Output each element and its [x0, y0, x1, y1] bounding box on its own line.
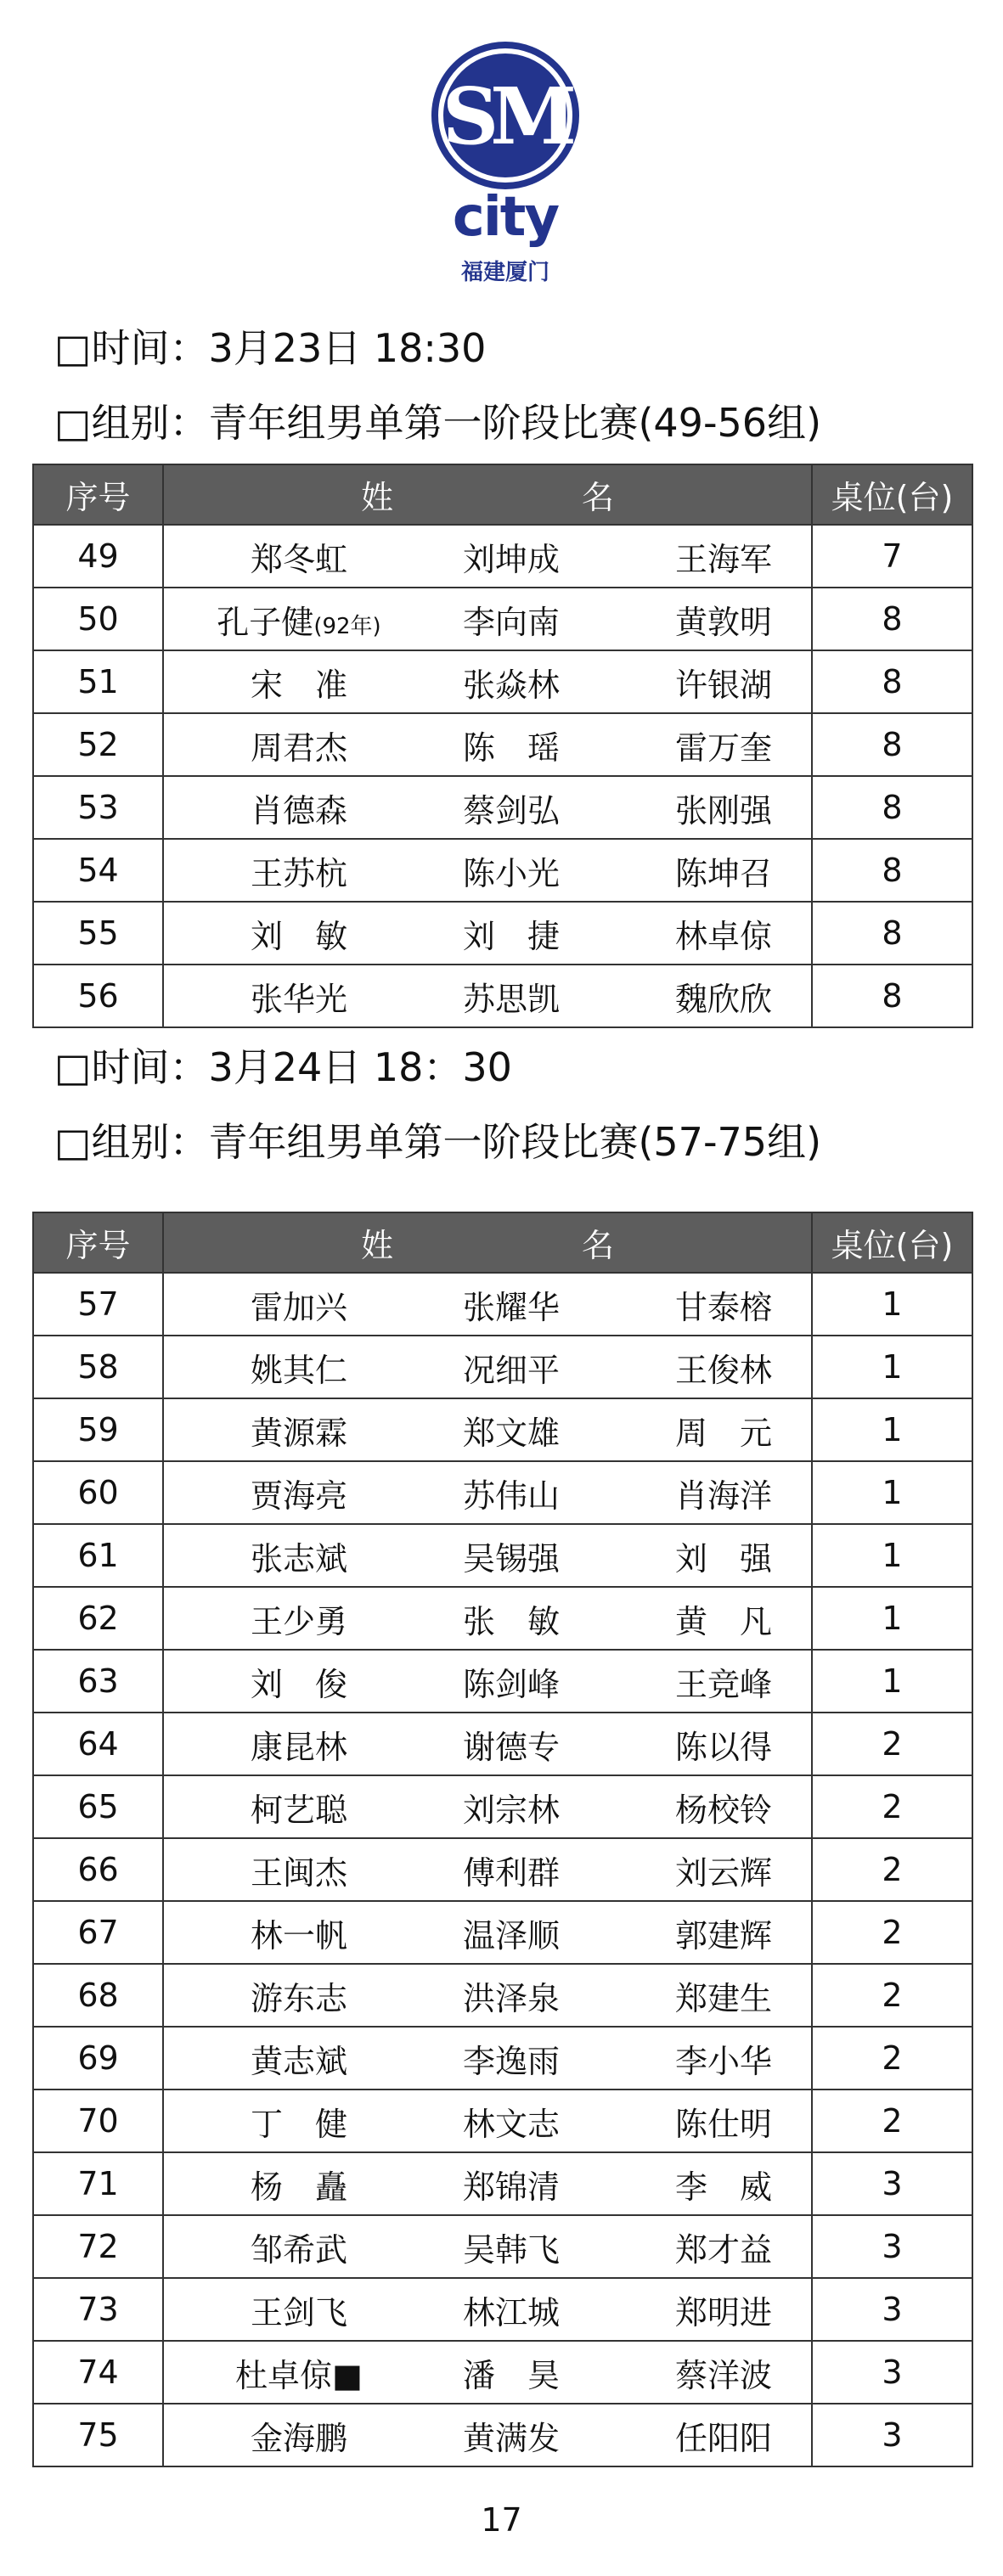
- player-name: 郭建辉: [674, 1916, 772, 1954]
- player-names: [163, 1461, 812, 1524]
- player-names: [163, 650, 812, 713]
- table-header-row: [33, 1212, 972, 1273]
- table-row: [33, 713, 972, 776]
- player-names: [163, 1587, 812, 1650]
- player-name: 陈以得: [674, 1728, 772, 1766]
- row-number: 63: [33, 1650, 163, 1713]
- player-name: 任阳阳: [674, 2419, 772, 2457]
- row-number: 57: [33, 1273, 163, 1336]
- row-number: 68: [33, 1964, 163, 2027]
- player-name: 姚其仁: [250, 1351, 347, 1389]
- table-number: 8: [812, 839, 972, 902]
- row-number: 52: [33, 713, 163, 776]
- player-name: 刘坤成: [462, 540, 560, 578]
- birth-year-note: (92年): [313, 613, 381, 639]
- group-heading-1: □组别：青年组男单第一阶段比赛(49-56组): [54, 400, 822, 446]
- player-name: 郑明进: [674, 2293, 772, 2331]
- player-name: 王剑飞: [250, 2293, 347, 2331]
- player-name: 甘泰榕: [674, 1288, 772, 1326]
- row-number: 49: [33, 525, 163, 588]
- player-names: [163, 2089, 812, 2152]
- player-name: 张焱林: [462, 666, 560, 704]
- table-row: [33, 965, 972, 1027]
- player-name: 王海军: [674, 540, 772, 578]
- row-number: 61: [33, 1524, 163, 1587]
- player-name: 刘 敏: [250, 917, 347, 955]
- player-names: [163, 588, 812, 650]
- table-number: 1: [812, 1273, 972, 1336]
- table-row: [33, 1650, 972, 1713]
- table-number: 8: [812, 588, 972, 650]
- table-row: [33, 650, 972, 713]
- player-name: 肖海洋: [674, 1476, 772, 1515]
- row-number: 56: [33, 965, 163, 1027]
- player-name: 吴韩飞: [462, 2230, 560, 2269]
- time-heading-2: □时间：3月24日 18：30: [54, 1044, 512, 1090]
- table-row: [33, 2341, 972, 2404]
- player-name: 刘 捷: [462, 917, 560, 955]
- sm-city-logo: [429, 39, 582, 302]
- player-name: 林文志: [462, 2105, 560, 2143]
- player-name: 王少勇: [250, 1602, 347, 1640]
- table-number: 3: [812, 2404, 972, 2466]
- row-number: 51: [33, 650, 163, 713]
- player-name: 潘 昊: [462, 2356, 560, 2394]
- player-name: 张华光: [250, 980, 347, 1018]
- table-row: [33, 2404, 972, 2466]
- player-names: [163, 713, 812, 776]
- player-name: 雷万奎: [674, 728, 772, 767]
- row-number: 59: [33, 1398, 163, 1461]
- player-name: 康昆林: [250, 1728, 347, 1766]
- player-name: 李向南: [462, 603, 560, 641]
- table-row: [33, 2278, 972, 2341]
- table-row: [33, 1775, 972, 1838]
- player-name: 孔子健(92年): [217, 603, 381, 641]
- page-number: 17: [481, 2501, 522, 2539]
- player-name: 张耀华: [462, 1288, 560, 1326]
- table-row: [33, 1587, 972, 1650]
- header-name-2: 名: [581, 479, 614, 516]
- player-name: 陈坤召: [674, 854, 772, 892]
- table-number: 2: [812, 2089, 972, 2152]
- player-names: [163, 1273, 812, 1336]
- table-number: 1: [812, 1587, 972, 1650]
- table-row: [33, 1273, 972, 1336]
- player-names: [163, 839, 812, 902]
- row-number: 62: [33, 1587, 163, 1650]
- player-name: 郑锦清: [462, 2168, 560, 2206]
- row-number: 53: [33, 776, 163, 839]
- player-names: [163, 2341, 812, 2404]
- player-name: 郑才益: [674, 2230, 772, 2269]
- player-name: 苏思凯: [462, 980, 560, 1018]
- row-number: 55: [33, 902, 163, 965]
- table-number: 8: [812, 902, 972, 965]
- player-names: [163, 776, 812, 839]
- player-name: 郑文雄: [462, 1414, 560, 1452]
- table-row: [33, 1964, 972, 2027]
- row-number: 50: [33, 588, 163, 650]
- player-name: 柯艺聪: [250, 1791, 347, 1829]
- table-number: 1: [812, 1398, 972, 1461]
- row-number: 58: [33, 1336, 163, 1398]
- player-names: [163, 1524, 812, 1587]
- table-row: [33, 1838, 972, 1901]
- table-header-row: [33, 464, 972, 525]
- player-names: [163, 1901, 812, 1964]
- player-name: 魏欣欣: [674, 980, 772, 1018]
- player-name: 林卓倞: [674, 917, 772, 955]
- time-heading-1: □时间：3月23日 18:30: [54, 325, 487, 371]
- row-number: 65: [33, 1775, 163, 1838]
- player-names: [163, 2215, 812, 2278]
- table-row: [33, 1398, 972, 1461]
- table-row: [33, 1901, 972, 1964]
- player-name: 周 元: [674, 1414, 772, 1452]
- player-name: 林一帆: [250, 1916, 347, 1954]
- schedule-table-1: [32, 464, 973, 1028]
- table-row: [33, 2152, 972, 2215]
- player-name: 林江城: [462, 2293, 560, 2331]
- player-name: 刘 俊: [250, 1665, 347, 1703]
- row-number: 66: [33, 1838, 163, 1901]
- header-no: 序号: [33, 1212, 163, 1273]
- header-name-1: 姓: [360, 1227, 393, 1264]
- table-row: [33, 2027, 972, 2089]
- logo-text: city: [452, 186, 559, 249]
- table-row: [33, 902, 972, 965]
- player-names: [163, 965, 812, 1027]
- player-names: [163, 1398, 812, 1461]
- player-names: [163, 1650, 812, 1713]
- row-number: 74: [33, 2341, 163, 2404]
- player-name: 贾海亮: [250, 1476, 347, 1515]
- row-number: 71: [33, 2152, 163, 2215]
- player-name: 傅利群: [462, 1853, 560, 1892]
- player-name: 张 敏: [462, 1602, 560, 1640]
- table-number: 8: [812, 965, 972, 1027]
- header-name-2: 名: [581, 1227, 614, 1264]
- player-name: 洪泽泉: [462, 1979, 560, 2017]
- player-name: 许银湖: [674, 666, 772, 704]
- player-name: 李小华: [674, 2042, 772, 2080]
- player-name: 游东志: [250, 1979, 347, 2017]
- player-name: 黄 凡: [674, 1602, 772, 1640]
- table-number: 2: [812, 1838, 972, 1901]
- table-row: [33, 525, 972, 588]
- player-name: 况细平: [462, 1351, 560, 1389]
- player-names: [163, 2404, 812, 2466]
- player-name: 谢德专: [462, 1728, 560, 1766]
- player-name: 李 威: [674, 2168, 772, 2206]
- table-row: [33, 588, 972, 650]
- player-name: 吴锡强: [462, 1539, 560, 1578]
- player-name: 刘宗林: [462, 1791, 560, 1829]
- table-number: 2: [812, 1964, 972, 2027]
- table-number: 2: [812, 1775, 972, 1838]
- player-name: 张刚强: [674, 791, 772, 830]
- player-names: [163, 2027, 812, 2089]
- player-name: 郑建生: [674, 1979, 772, 2017]
- table-row: [33, 839, 972, 902]
- player-name: 李逸雨: [462, 2042, 560, 2080]
- table-row: [33, 1524, 972, 1587]
- player-name: 金海鹏: [250, 2419, 347, 2457]
- table-number: 3: [812, 2215, 972, 2278]
- row-number: 67: [33, 1901, 163, 1964]
- player-names: [163, 2152, 812, 2215]
- group-heading-2: □组别：青年组男单第一阶段比赛(57-75组): [54, 1119, 822, 1165]
- header-names: [163, 1212, 812, 1273]
- player-names: [163, 525, 812, 588]
- header-table: 桌位(台): [812, 464, 972, 525]
- table-number: 3: [812, 2341, 972, 2404]
- player-names: [163, 1775, 812, 1838]
- player-name: 杜卓倞■: [235, 2356, 363, 2394]
- player-names: [163, 1336, 812, 1398]
- player-names: [163, 2278, 812, 2341]
- player-name: 王俊林: [674, 1351, 772, 1389]
- player-names: [163, 1713, 812, 1775]
- player-name: 苏伟山: [462, 1476, 560, 1515]
- player-name: 周君杰: [250, 728, 347, 767]
- row-number: 73: [33, 2278, 163, 2341]
- sm-logo-icon: [429, 39, 582, 192]
- table-number: 1: [812, 1650, 972, 1713]
- player-name: 陈 瑶: [462, 728, 560, 767]
- player-name: 黄源霖: [250, 1414, 347, 1452]
- table-number: 1: [812, 1524, 972, 1587]
- table-number: 3: [812, 2278, 972, 2341]
- table-number: 8: [812, 650, 972, 713]
- player-names: [163, 902, 812, 965]
- player-names: [163, 1838, 812, 1901]
- row-number: 60: [33, 1461, 163, 1524]
- row-number: 69: [33, 2027, 163, 2089]
- player-name: 肖德森: [250, 791, 347, 830]
- player-name: 刘 强: [674, 1539, 772, 1578]
- table-row: [33, 1461, 972, 1524]
- player-name: 陈仕明: [674, 2105, 772, 2143]
- player-name: 丁 健: [250, 2105, 347, 2143]
- player-name: 王闽杰: [250, 1853, 347, 1892]
- row-number: 75: [33, 2404, 163, 2466]
- table-number: 8: [812, 713, 972, 776]
- player-name: 黄敦明: [674, 603, 772, 641]
- row-number: 70: [33, 2089, 163, 2152]
- header-no: 序号: [33, 464, 163, 525]
- header-table: 桌位(台): [812, 1212, 972, 1273]
- table-number: 1: [812, 1336, 972, 1398]
- table-row: [33, 2215, 972, 2278]
- player-name: 陈剑峰: [462, 1665, 560, 1703]
- player-name: 宋 准: [250, 666, 347, 704]
- table-row: [33, 2089, 972, 2152]
- table-number: 7: [812, 525, 972, 588]
- player-name: 黄满发: [462, 2419, 560, 2457]
- table-number: 2: [812, 1901, 972, 1964]
- table-number: 3: [812, 2152, 972, 2215]
- row-number: 64: [33, 1713, 163, 1775]
- player-name: 蔡剑弘: [462, 791, 560, 830]
- table-number: 2: [812, 2027, 972, 2089]
- schedule-table-2: [32, 1212, 973, 2467]
- player-name: 陈小光: [462, 854, 560, 892]
- player-name: 邹希武: [250, 2230, 347, 2269]
- player-name: 杨 矗: [250, 2168, 347, 2206]
- player-name: 王竞峰: [674, 1665, 772, 1703]
- row-number: 72: [33, 2215, 163, 2278]
- player-name: 杨校铃: [674, 1791, 772, 1829]
- player-names: [163, 1964, 812, 2027]
- logo-location: 福建厦门: [460, 260, 549, 285]
- player-name: 蔡洋波: [674, 2356, 772, 2394]
- player-name: 雷加兴: [250, 1288, 347, 1326]
- row-number: 54: [33, 839, 163, 902]
- player-name: 郑冬虹: [250, 540, 347, 578]
- player-name: 王苏杭: [250, 854, 347, 892]
- table-row: [33, 1336, 972, 1398]
- logo-mark: SM: [442, 70, 569, 162]
- table-row: [33, 1713, 972, 1775]
- header-names: [163, 464, 812, 525]
- player-name: 黄志斌: [250, 2042, 347, 2080]
- table-number: 1: [812, 1461, 972, 1524]
- table-row: [33, 776, 972, 839]
- player-name: 刘云辉: [674, 1853, 772, 1892]
- header-name-1: 姓: [360, 479, 393, 516]
- player-name: 温泽顺: [462, 1916, 560, 1954]
- player-name: 张志斌: [250, 1539, 347, 1578]
- table-number: 8: [812, 776, 972, 839]
- table-number: 2: [812, 1713, 972, 1775]
